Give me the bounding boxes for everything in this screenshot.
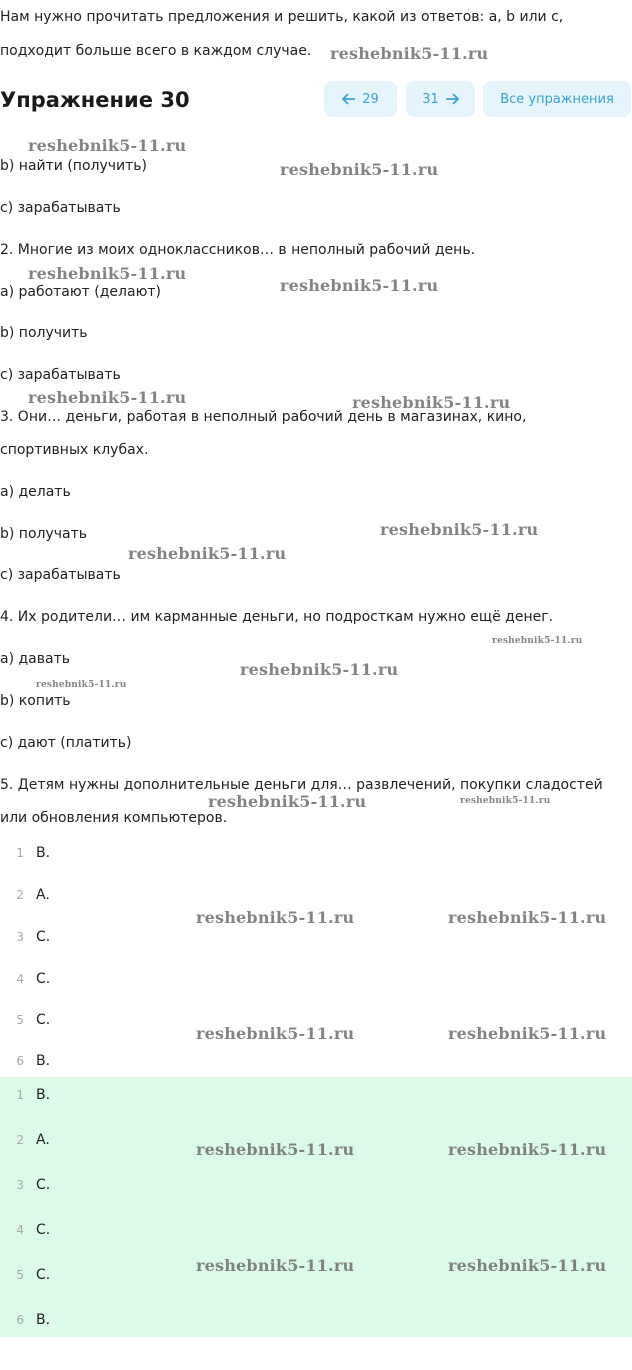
watermark: reshebnik5-11.ru [352, 393, 511, 412]
content-line: c) дают (платить) [0, 735, 132, 751]
watermark: reshebnik5-11.ru [380, 520, 539, 539]
watermark: reshebnik5-11.ru [208, 792, 367, 811]
content-line: 4. Их родители… им карманные деньги, но подросткам нужно ещё денег. [0, 609, 554, 625]
content-line: a) работают (делают) [0, 284, 161, 300]
watermark: reshebnik5-11.ru [28, 264, 187, 283]
arrow-right-icon [445, 93, 459, 105]
answer-row: 2 A. [16, 887, 50, 903]
next-exercise-button[interactable] [406, 81, 475, 117]
content-line: b) найти (получить) [0, 158, 147, 174]
content-line: 5. Детям нужны дополнительные деньги для… развлечений, покупки сладостей [0, 777, 603, 793]
intro-line-1: Нам нужно прочитать предложения и решить, какой из ответов: a, b или c, [0, 9, 564, 25]
content-line: a) делать [0, 484, 71, 500]
answer-row-highlight: 1 B. [16, 1087, 51, 1103]
content-line: b) копить [0, 693, 71, 709]
next-exercise-label: 31 [422, 91, 439, 107]
content-line: c) зарабатывать [0, 200, 121, 216]
all-exercises-label: Все упражнения [500, 91, 614, 107]
content-line: 3. Они… деньги, работая в неполный рабочий день в магазинах, кино, [0, 409, 527, 425]
answer-row-highlight: 5 C. [16, 1267, 51, 1283]
watermark: reshebnik5-11.ru [28, 388, 187, 407]
answer-row: 1 B. [16, 845, 51, 861]
watermark: reshebnik5-11.ru [280, 276, 439, 295]
watermark: reshebnik5-11.ru [492, 636, 583, 646]
watermark: reshebnik5-11.ru [448, 1256, 607, 1275]
watermark: reshebnik5-11.ru [36, 680, 127, 690]
watermark: reshebnik5-11.ru [448, 1140, 607, 1159]
answer-row: 4 C. [16, 971, 51, 987]
page-title: Упражнение 30 [0, 88, 190, 112]
watermark: reshebnik5-11.ru [448, 908, 607, 927]
watermark: reshebnik5-11.ru [240, 660, 399, 679]
watermark: reshebnik5-11.ru [280, 160, 439, 179]
content-line: c) зарабатывать [0, 367, 121, 383]
answer-row-highlight: 6 B. [16, 1312, 51, 1328]
all-exercises-button[interactable] [483, 81, 631, 117]
watermark: reshebnik5-11.ru [196, 1024, 355, 1043]
answers-highlight-box [0, 1077, 632, 1337]
content-line: c) зарабатывать [0, 567, 121, 583]
content-line: a) давать [0, 651, 70, 667]
content-line: 2. Многие из моих одноклассников… в неполный рабочий день. [0, 242, 476, 258]
intro-line-2: подходит больше всего в каждом случае. [0, 43, 312, 59]
answer-row: 6 B. [16, 1053, 51, 1069]
arrow-left-icon [342, 93, 356, 105]
watermark: reshebnik5-11.ru [128, 544, 287, 563]
content-line: спортивных клубах. [0, 442, 149, 458]
prev-exercise-label: 29 [362, 91, 379, 107]
watermark: reshebnik5-11.ru [196, 908, 355, 927]
watermark: reshebnik5-11.ru [196, 1140, 355, 1159]
content-line: b) получить [0, 325, 88, 341]
answer-row-highlight: 3 C. [16, 1177, 51, 1193]
answer-row-highlight: 4 C. [16, 1222, 51, 1238]
prev-exercise-button[interactable] [324, 81, 397, 117]
watermark: reshebnik5-11.ru [460, 796, 551, 806]
answer-row-highlight: 2 A. [16, 1132, 50, 1148]
answer-row: 3 C. [16, 929, 51, 945]
answer-row: 5 C. [16, 1012, 51, 1028]
content-line: b) получать [0, 526, 88, 542]
watermark: reshebnik5-11.ru [448, 1024, 607, 1043]
watermark: reshebnik5-11.ru [28, 136, 187, 155]
watermark: reshebnik5-11.ru [330, 44, 489, 63]
watermark: reshebnik5-11.ru [196, 1256, 355, 1275]
content-line: или обновления компьютеров. [0, 810, 228, 826]
